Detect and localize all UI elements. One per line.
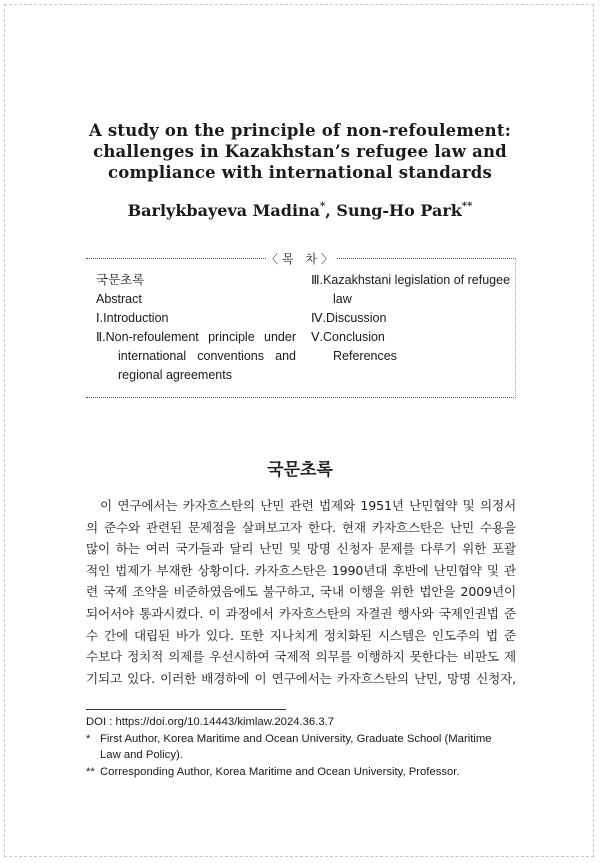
footnote [86,731,516,748]
section-heading: 국문초록 [267,460,333,480]
footnote-text: First Author, Korea Maritime and Ocean University, Graduate School (Maritime [100,732,492,745]
toc-item-continuation: international conventions and [118,349,296,363]
body-line: 많이 하는 여러 국가들과 달리 난민 및 망명 신청자 문제를 다루기 위한 포괄 [86,541,516,557]
body-line: 되어서야 통과시켰다. 이 과정에서 카자흐스탄의 자결권 행사와 국제인권법 준 [86,605,516,621]
doi-line: DOI : https://doi.org/10.14443/kimlaw.2024.36.3.7 [86,716,335,728]
toc-item [311,328,511,347]
toc-item-number: Ⅴ. [311,330,324,344]
body-line: 수보다 정치적 의제를 우선시하여 국제적 의무를 이행하지 못한다는 비판도 제 [86,649,516,665]
toc-left-column [96,271,296,385]
body-line: 련 국제 조약을 비준하였음에도 불구하고, 국내 이행을 위한 법안을 2009년이 [86,584,516,600]
table-of-contents [86,252,516,398]
footnote-mark: ** [86,765,95,778]
body-line: 적인 법제가 부재한 상황이다. 카자흐스탄은 1990년대 후반에 난민협약 및 관 [86,562,516,578]
toc-item-number: Ⅱ. [96,330,106,344]
toc-item [96,271,296,290]
toc-heading: 〈목 차〉 [266,252,337,266]
toc-item-continuation: law [333,292,352,306]
author-footnote-mark: ** [461,201,473,212]
footnote [86,764,516,781]
title-line: A study on the principle of non-refoulement: [88,121,511,140]
toc-item-label: Kazakhstani legislation of refugee [323,273,511,287]
author-name: Barlykbayeva Madina [127,201,321,220]
footnote-text: Corresponding Author, Korea Maritime and Ocean University, Professor. [100,765,460,778]
paper-title [60,120,540,183]
body-line: 수 간에 대립된 바가 있다. 또한 지나치게 정치화된 시스템은 인도주의 법 준 [86,627,516,643]
toc-item-label: Non-refoulement principle under [105,330,296,344]
title-line: compliance with international standards [108,163,492,182]
author-line [60,201,540,220]
body-line: 기되고 있다. 이러한 배경하에 이 연구에서는 카자흐스탄의 난민, 망명 신청자, [86,670,516,686]
toc-item [96,328,296,347]
toc-right-column [311,271,511,366]
author-separator: , [325,201,337,220]
body-line: 이 연구에서는 카자흐스탄의 난민 관련 법제와 1951년 난민협약 및 의정서 [100,498,516,513]
toc-item-number: Ⅳ. [311,311,327,325]
toc-item-label: Introduction [103,311,169,325]
author-footnote-mark: * [320,201,326,212]
toc-item-label: 국문초록 [96,273,145,287]
abstract-body [86,495,516,689]
footnote-continuation: Law and Policy). [100,749,183,761]
toc-item-label: Discussion [326,311,387,325]
body-line: 의 준수와 관련된 문제점을 살펴보고자 한다. 현재 카자흐스탄은 난민 수용을 [86,519,516,535]
toc-item-label: Abstract [96,292,142,306]
footnotes [86,714,516,780]
toc-item-label: References [333,349,397,363]
footnote-mark: * [86,732,91,745]
footnote-divider [86,709,286,710]
toc-item [96,290,296,309]
author-name: Sung-Ho Park [336,201,462,220]
toc-item-number: Ⅲ. [311,273,324,287]
toc-item-continuation: regional agreements [118,368,232,382]
toc-item-number: Ⅰ. [96,311,104,325]
toc-item [311,271,511,290]
toc-item [96,309,296,328]
toc-item [311,309,511,328]
title-line: challenges in Kazakhstan’s refugee law and [93,142,507,161]
toc-item-label: Conclusion [323,330,385,344]
